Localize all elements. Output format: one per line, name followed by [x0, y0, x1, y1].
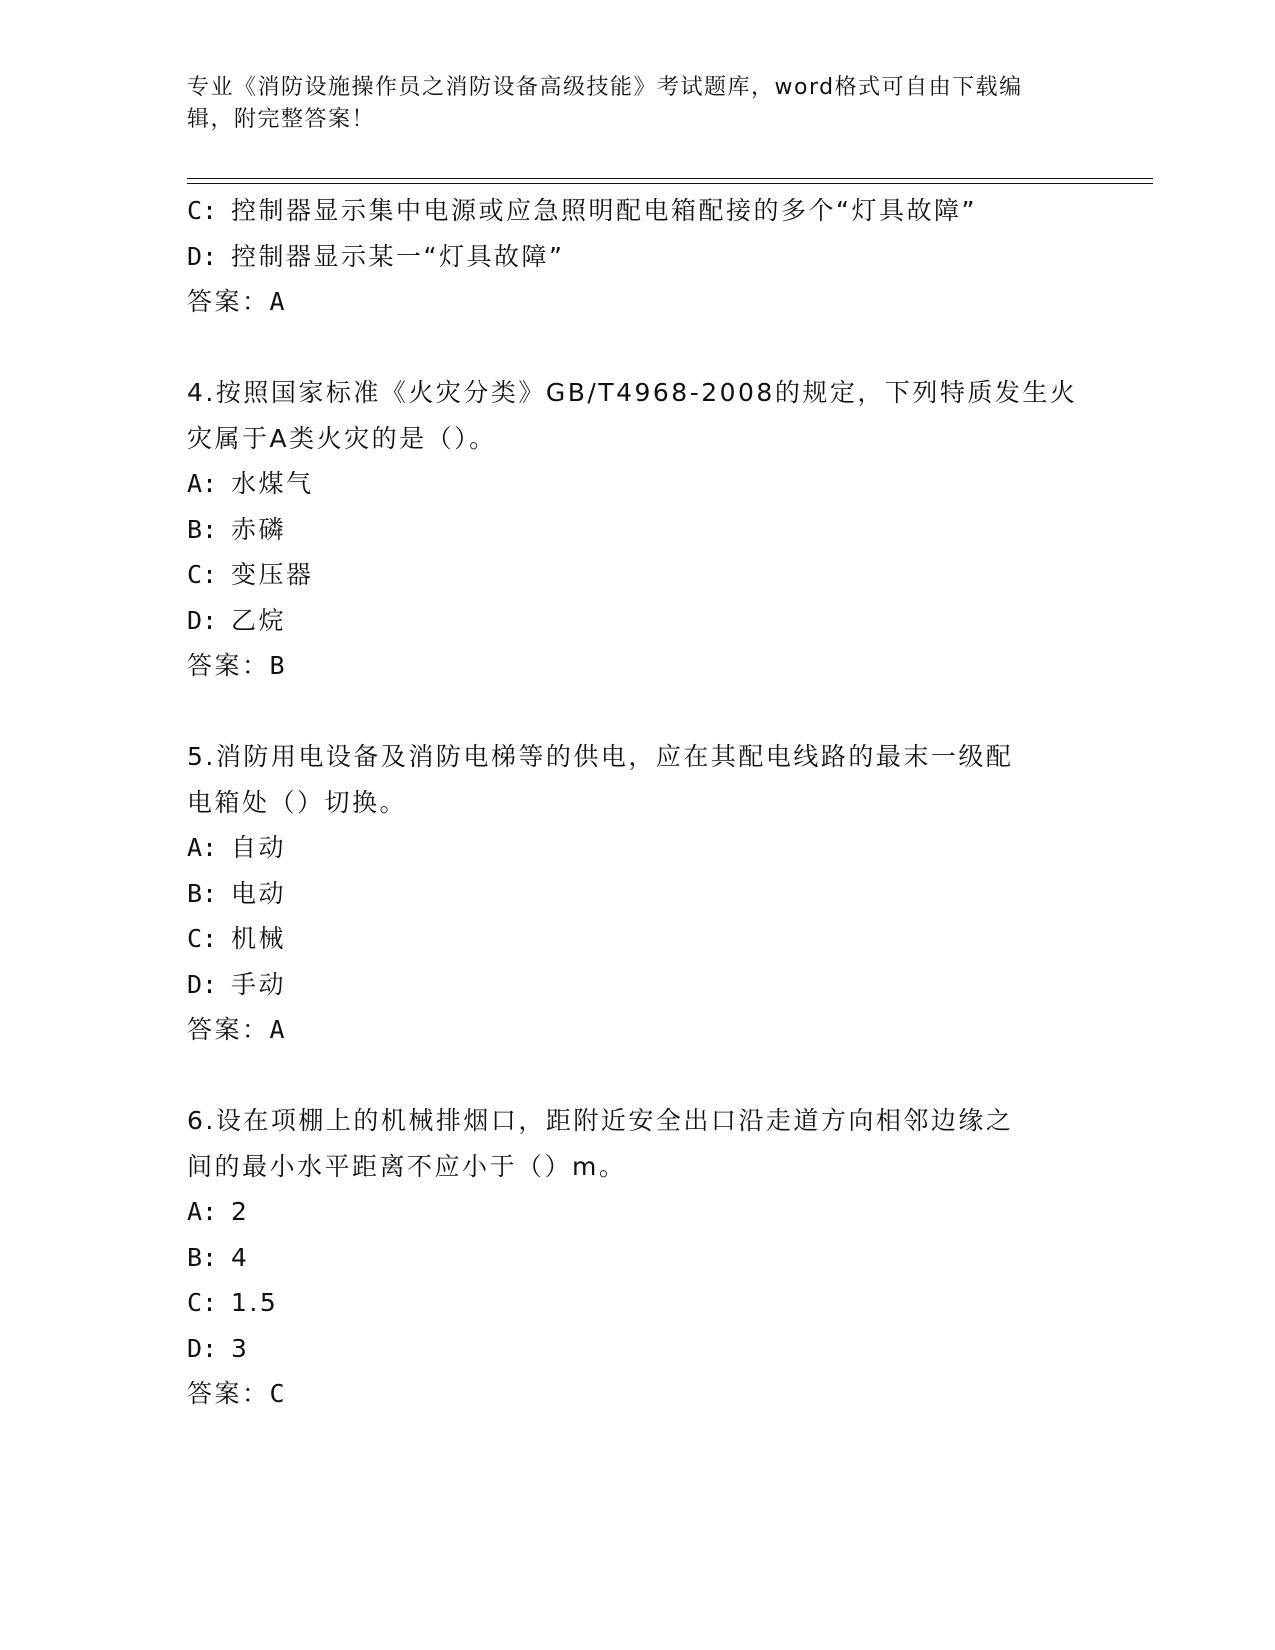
spacer [187, 325, 1087, 371]
option-label: A: [187, 833, 218, 862]
option-text: 3 [231, 1333, 250, 1363]
option-label: A: [187, 1197, 218, 1226]
answer [187, 279, 1087, 325]
header-rule-top [187, 178, 1153, 179]
option-text: 2 [231, 1197, 250, 1226]
question-stem: 5.消防用电设备及消防电梯等的供电，应在其配电线路的最末一级配 [187, 742, 1014, 771]
answer-label: 答案： [187, 287, 270, 316]
option-label: B: [187, 1242, 218, 1272]
option-text: 赤磷 [231, 514, 287, 544]
answer-label: 答案： [187, 1015, 270, 1044]
option-label: C: [187, 924, 218, 953]
option-a [187, 1189, 1087, 1235]
option-b [187, 1235, 1087, 1281]
answer-value: A [269, 287, 288, 316]
question-6 [187, 1098, 1087, 1417]
previous-question [187, 188, 1087, 325]
answer-value: A [269, 1015, 288, 1044]
option-c [187, 1280, 1087, 1326]
option-label: A: [187, 469, 218, 498]
option-label: D: [187, 605, 218, 635]
option-text: 乙烷 [231, 605, 287, 635]
option-label: D: [187, 1333, 218, 1363]
option-b [187, 507, 1087, 553]
answer [187, 1371, 1087, 1417]
question-stem: 6.设在项棚上的机械排烟口，距附近安全出口沿走道方向相邻边缘之 [187, 1106, 1014, 1135]
option-text: 手动 [231, 969, 287, 999]
option-d [187, 598, 1087, 644]
option-b [187, 871, 1087, 917]
option-text: 1.5 [231, 1288, 279, 1317]
answer-value: B [269, 651, 288, 680]
option-text: 水煤气 [231, 469, 314, 498]
spacer [187, 689, 1087, 735]
header-rule-bottom [187, 183, 1153, 184]
option-text: 变压器 [231, 560, 314, 589]
option-c [187, 188, 1087, 234]
question-stem-continued: 间的最小水平距离不应小于（）m。 [187, 1151, 627, 1181]
option-label: D: [187, 969, 218, 999]
option-text: 自动 [231, 833, 287, 862]
option-label: C: [187, 560, 218, 589]
option-a [187, 825, 1087, 871]
option-label: D: [187, 241, 218, 271]
option-text: 机械 [231, 924, 287, 953]
option-c [187, 552, 1087, 598]
option-d [187, 962, 1087, 1008]
option-text: 4 [231, 1242, 250, 1272]
spacer [187, 1053, 1087, 1099]
question-stem: 4.按照国家标准《火灾分类》GB/T4968-2008的规定，下列特质发生火 [187, 378, 1078, 407]
option-label: C: [187, 196, 218, 225]
document-header: 专业《消防设施操作员之消防设备高级技能》考试题库，word格式可自由下载编辑，附完整答案！ [187, 75, 1023, 132]
answer-label: 答案： [187, 1379, 270, 1408]
question-5 [187, 734, 1087, 1053]
answer [187, 643, 1087, 689]
option-label: C: [187, 1288, 218, 1317]
document-body [187, 188, 1087, 1417]
option-d [187, 234, 1087, 280]
option-text: 控制器显示某一“灯具故障” [231, 241, 565, 271]
option-d [187, 1326, 1087, 1372]
answer-value: C [269, 1379, 288, 1408]
option-a [187, 461, 1087, 507]
question-stem-continued: 灾属于A类火灾的是（）。 [187, 423, 497, 453]
answer-label: 答案： [187, 651, 270, 680]
option-text: 控制器显示集中电源或应急照明配电箱配接的多个“灯具故障” [231, 196, 977, 225]
option-label: B: [187, 514, 218, 544]
question-4 [187, 370, 1087, 689]
question-stem-continued: 电箱处（）切换。 [187, 787, 408, 817]
option-label: B: [187, 878, 218, 908]
option-c [187, 916, 1087, 962]
option-text: 电动 [231, 878, 287, 908]
answer [187, 1007, 1087, 1053]
